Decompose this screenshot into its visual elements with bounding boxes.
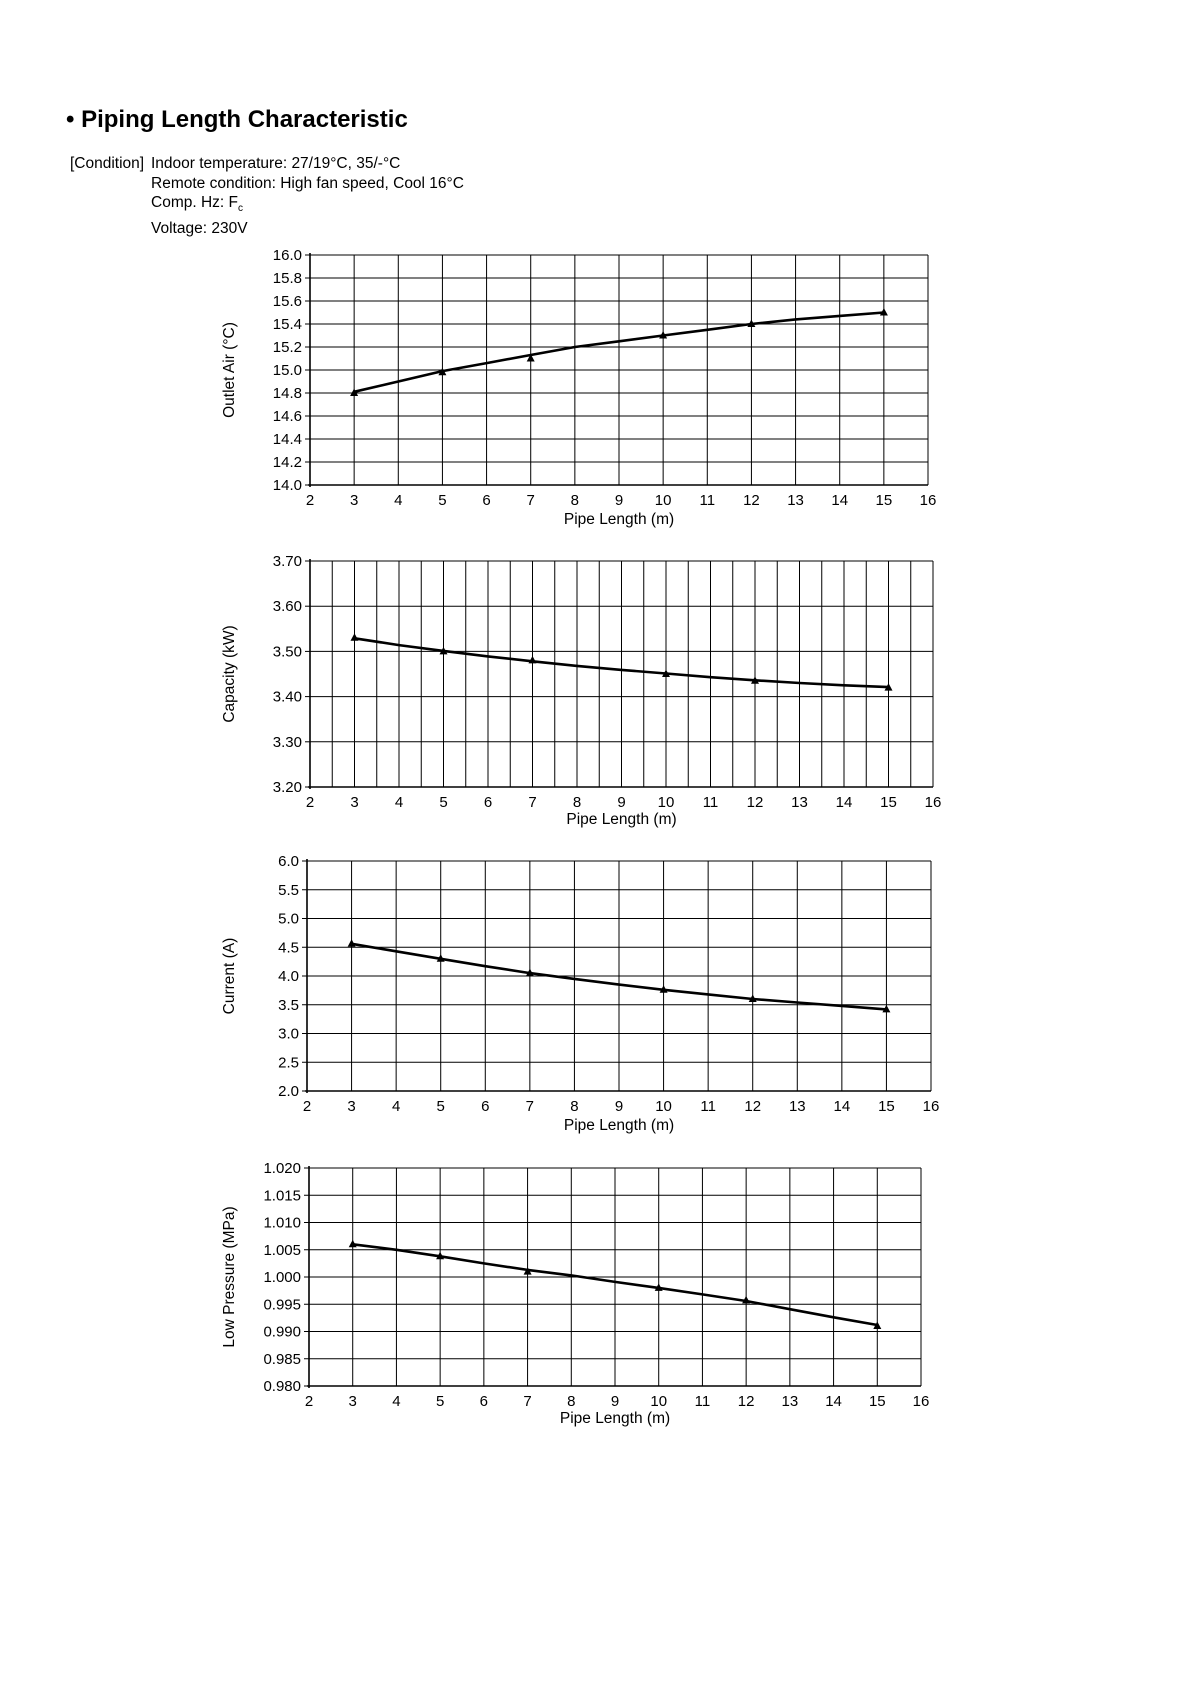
x-tick-label: 9: [617, 794, 626, 811]
y-tick-label: 1.015: [263, 1187, 301, 1205]
y-tick-label: 3.30: [272, 733, 302, 751]
x-tick-label: 3: [348, 1393, 357, 1410]
x-tick-label: 12: [737, 1393, 755, 1410]
x-tick-label: 6: [483, 794, 493, 811]
y-tick-label: 14.4: [272, 431, 302, 448]
x-tick-label: 14: [831, 492, 849, 509]
y-tick-label: 0.995: [263, 1296, 301, 1314]
y-tick-label: 15.2: [272, 339, 302, 356]
x-tick-label: 5: [436, 1098, 445, 1115]
x-tick-label: 13: [781, 1393, 799, 1410]
data-point-marker: [351, 633, 359, 641]
x-tick-label: 16: [924, 794, 942, 811]
x-tick-label: 9: [614, 492, 624, 509]
x-tick-label: 5: [438, 492, 447, 509]
y-tick-label: 1.020: [263, 1160, 301, 1177]
y-tick-label: 14.8: [272, 385, 302, 402]
x-tick-label: 15: [880, 794, 897, 811]
y-tick-label: 15.0: [272, 362, 302, 379]
x-axis-title: Pipe Length (m): [559, 1410, 671, 1427]
x-tick-label: 16: [922, 1098, 940, 1115]
x-tick-label: 7: [525, 1098, 535, 1115]
y-tick-label: 2.0: [278, 1083, 299, 1100]
x-tick-label: 8: [570, 492, 580, 509]
x-tick-label: 5: [439, 794, 448, 811]
x-tick-label: 4: [394, 794, 404, 811]
x-tick-label: 3: [347, 1098, 356, 1115]
y-tick-label: 3.60: [272, 598, 302, 616]
y-tick-label: 14.6: [272, 408, 302, 425]
y-tick-label: 5.0: [278, 910, 299, 928]
x-tick-label: 3: [349, 492, 359, 509]
x-tick-label: 2: [302, 1098, 312, 1115]
x-tick-label: 10: [657, 794, 675, 811]
x-tick-label: 6: [479, 1393, 489, 1410]
x-tick-label: 9: [610, 1393, 620, 1410]
x-axis-title: Pipe Length (m): [563, 1117, 675, 1134]
x-tick-label: 14: [835, 794, 853, 811]
x-tick-label: 2: [304, 1393, 314, 1410]
y-tick-label: 14.0: [272, 477, 302, 494]
x-tick-label: 16: [912, 1393, 930, 1410]
chart-capacity: [221, 553, 941, 828]
y-tick-label: 1.005: [263, 1241, 301, 1259]
x-tick-label: 12: [744, 1098, 762, 1115]
y-tick-label: 3.0: [278, 1025, 299, 1043]
x-axis-title: Pipe Length (m): [563, 511, 675, 528]
x-tick-label: 10: [655, 1098, 672, 1115]
x-tick-label: 3: [350, 794, 359, 811]
x-tick-label: 5: [435, 1393, 445, 1410]
y-axis-title: Low Pressure (MPa): [221, 1206, 238, 1348]
y-tick-label: 3.40: [272, 688, 302, 706]
condition-label: [Condition]: [70, 155, 145, 172]
y-tick-label: 6.0: [278, 853, 299, 870]
x-tick-label: 12: [746, 794, 764, 811]
x-axis-title: Pipe Length (m): [566, 811, 677, 828]
y-axis-title: Outlet Air (°C): [221, 322, 238, 418]
x-tick-label: 6: [481, 1098, 490, 1115]
chart-current: [221, 853, 939, 1134]
y-axis-title: Current (A): [221, 937, 238, 1015]
y-tick-label: 0.980: [263, 1378, 301, 1395]
x-tick-label: 4: [394, 492, 403, 509]
x-tick-label: 13: [787, 492, 804, 509]
x-tick-label: 11: [702, 794, 719, 811]
condition-comp-hz: Comp. Hz: $F_c$: [151, 194, 243, 215]
x-tick-label: 11: [694, 1393, 711, 1410]
data-point-marker: [529, 656, 537, 664]
condition-indoor-temp: Indoor temperature: 27/19°C, 35/-°C: [151, 155, 401, 172]
x-tick-label: 14: [825, 1393, 842, 1410]
x-tick-label: 15: [875, 492, 893, 509]
x-tick-label: 4: [391, 1098, 401, 1115]
y-tick-label: 3.20: [272, 779, 302, 796]
x-tick-label: 9: [614, 1098, 624, 1115]
x-tick-label: 7: [523, 1393, 532, 1410]
y-tick-label: 3.5: [278, 996, 299, 1014]
y-tick-label: 15.6: [272, 293, 302, 310]
x-tick-label: 10: [650, 1393, 668, 1410]
x-tick-label: 10: [654, 492, 672, 509]
x-tick-label: 7: [528, 794, 537, 811]
y-tick-label: 0.990: [263, 1323, 301, 1341]
y-tick-label: 0.985: [263, 1350, 301, 1368]
x-tick-label: 13: [788, 1098, 806, 1115]
x-tick-label: 11: [700, 1098, 716, 1115]
y-tick-label: 14.2: [272, 454, 302, 471]
x-tick-label: 14: [833, 1098, 851, 1115]
x-tick-label: 8: [567, 1393, 576, 1410]
y-tick-label: 2.5: [278, 1054, 299, 1072]
x-tick-label: 16: [919, 492, 937, 509]
y-tick-label: 1.010: [263, 1214, 301, 1232]
x-tick-label: 6: [482, 492, 491, 509]
y-tick-label: 15.4: [272, 316, 302, 333]
x-tick-label: 8: [570, 1098, 579, 1115]
x-tick-label: 2: [305, 492, 315, 509]
x-tick-label: 11: [699, 492, 716, 509]
y-tick-label: 4.5: [278, 939, 299, 957]
page-title: • Piping Length Characteristic: [66, 106, 408, 133]
condition-voltage: Voltage: 230V: [151, 219, 248, 237]
x-tick-label: 15: [878, 1098, 895, 1115]
x-tick-label: 15: [868, 1393, 886, 1410]
y-tick-label: 4.0: [278, 968, 299, 985]
y-tick-label: 15.8: [272, 270, 302, 287]
y-tick-label: 1.000: [263, 1269, 301, 1286]
y-tick-label: 3.70: [272, 553, 302, 570]
x-tick-label: 7: [526, 492, 535, 509]
x-tick-label: 2: [305, 794, 315, 811]
y-tick-label: 16.0: [272, 247, 302, 264]
chart-outlet-air: [221, 247, 936, 528]
x-tick-label: 13: [791, 794, 808, 811]
condition-remote: Remote condition: High fan speed, Cool 16°C: [151, 174, 464, 192]
x-tick-label: 8: [572, 794, 582, 811]
x-tick-label: 4: [392, 1393, 401, 1410]
x-tick-label: 12: [743, 492, 760, 509]
y-tick-label: 3.50: [272, 643, 302, 661]
chart-low-pressure: [221, 1160, 929, 1427]
y-axis-title: Capacity (kW): [221, 625, 238, 723]
y-tick-label: 5.5: [278, 881, 299, 899]
